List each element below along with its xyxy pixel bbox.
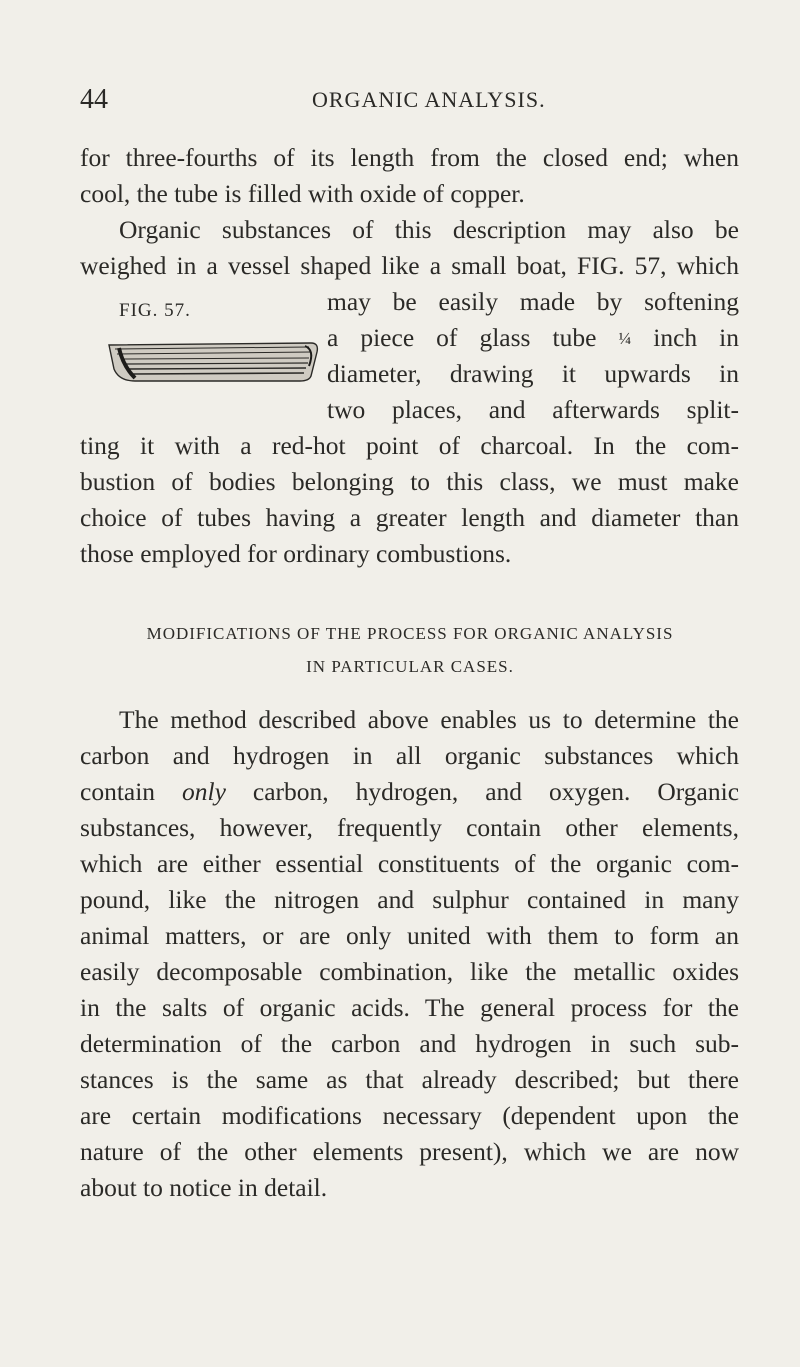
page-number: 44 bbox=[80, 84, 108, 115]
text-line: may be easily made by softening bbox=[327, 287, 739, 316]
text-span: contain bbox=[80, 777, 156, 806]
text-line: nature of the other elements present), which we are now bbox=[80, 1137, 739, 1166]
text-line bbox=[327, 323, 739, 356]
emphasis-text: only bbox=[182, 777, 226, 806]
text-line: pound, like the nitrogen and sulphur contained in many bbox=[80, 885, 739, 914]
text-line: about to notice in detail. bbox=[80, 1173, 328, 1202]
text-line: ting it with a red-hot point of charcoal. In the com- bbox=[80, 431, 739, 460]
text-span: carbon, hydrogen, and oxygen. Organic bbox=[252, 777, 740, 806]
text-line: diameter, drawing it upwards in bbox=[327, 359, 739, 388]
section-heading: IN PARTICULAR CASES. bbox=[306, 657, 514, 676]
text-line: are certain modifications necessary (dependent upon the bbox=[80, 1101, 739, 1130]
text-line: The method described above enables us to determine the bbox=[119, 705, 739, 734]
fraction: ¼ bbox=[618, 329, 632, 348]
text-line: determination of the carbon and hydrogen in such sub- bbox=[80, 1029, 739, 1058]
text-line bbox=[80, 777, 739, 807]
text-line: cool, the tube is filled with oxide of copper. bbox=[80, 179, 525, 208]
text-line: Organic substances of this description may also be bbox=[119, 215, 739, 244]
text-span: inch in bbox=[653, 323, 740, 352]
boat-vessel-illustration bbox=[105, 336, 319, 386]
text-line: carbon and hydrogen in all organic substances which bbox=[80, 741, 739, 770]
text-line: for three-fourths of its length from the closed end; when bbox=[80, 143, 739, 172]
page-header bbox=[80, 84, 740, 124]
text-line: those employed for ordinary combustions. bbox=[80, 539, 512, 568]
text-line: animal matters, or are only united with them to form an bbox=[80, 921, 739, 950]
running-title: ORGANIC ANALYSIS. bbox=[312, 87, 546, 112]
text-span: a piece of glass tube bbox=[327, 323, 597, 352]
text-line: bustion of bodies belonging to this class, we must make bbox=[80, 467, 739, 496]
text-line: stances is the same as that already described; but there bbox=[80, 1065, 739, 1094]
text-line: in the salts of organic acids. The general process for the bbox=[80, 993, 739, 1022]
text-line: substances, however, frequently contain other elements, bbox=[80, 813, 739, 842]
text-line: weighed in a vessel shaped like a small boat, FIG. 57, which bbox=[80, 251, 739, 280]
text-line: which are either essential constituents of the organic com- bbox=[80, 849, 739, 878]
figure-label: FIG. 57. bbox=[119, 300, 191, 321]
text-line: easily decomposable combination, like the metallic oxides bbox=[80, 957, 739, 986]
text-line: choice of tubes having a greater length and diameter than bbox=[80, 503, 739, 532]
text-line: two places, and afterwards split- bbox=[327, 395, 739, 424]
section-heading: MODIFICATIONS OF THE PROCESS FOR ORGANIC ANALYSIS bbox=[146, 624, 674, 643]
